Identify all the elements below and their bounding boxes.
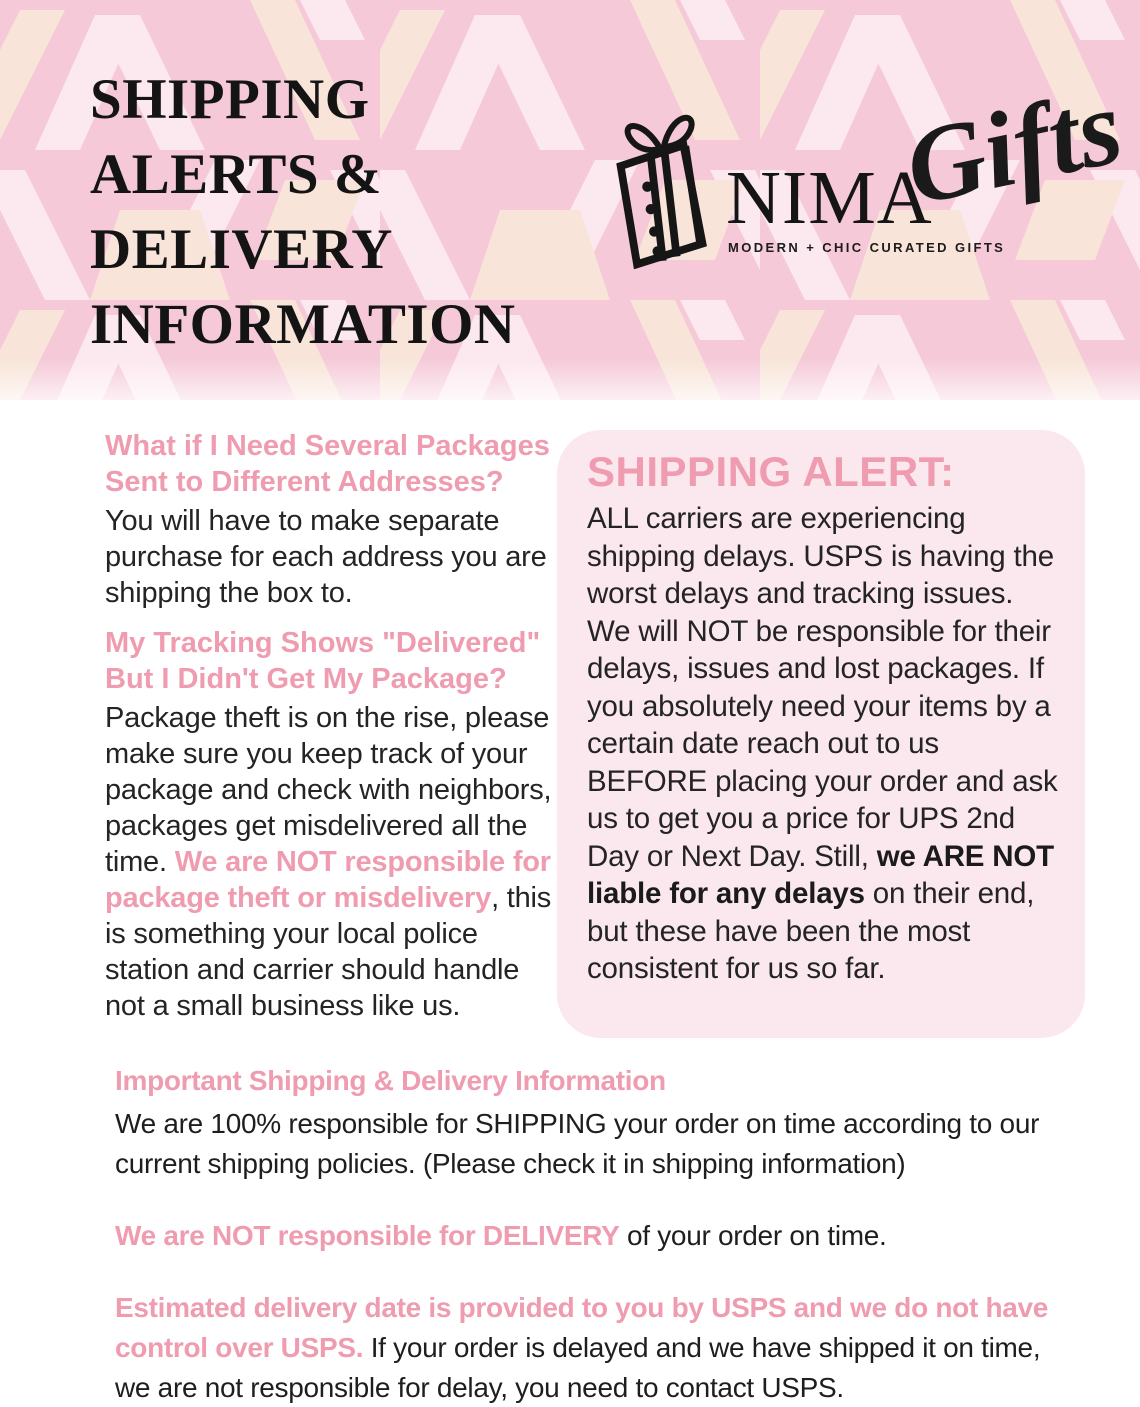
shipping-alert-body [587,500,1061,988]
bottom-s3-highlight: Estimated delivery date is provided to you by USPS and we do not have control over USPS. [115,1292,1049,1363]
page-title [90,62,516,362]
brand-script-word: Gifts [895,66,1132,229]
faq-column [105,428,563,1038]
bottom-s2-rest: of your order on time. [619,1220,887,1251]
faq2-heading-line: But I Didn't Get My Package? [105,663,507,695]
alert-body-text: on their end, but these have been the most consistent for us so far. [587,877,1035,986]
shipping-alert-heading: SHIPPING ALERT: [587,448,955,495]
faq1-heading-line: What if I Need Several Packages [105,430,550,462]
gift-box-icon [606,94,718,282]
title-line: SHIPPING [90,68,370,131]
faq2-body-highlight: We are NOT responsible for package theft or misdelivery [105,846,551,914]
faq1-heading-line: Sent to Different Addresses? [105,466,504,498]
shipping-alert-box [557,430,1085,1038]
bottom-s3-paragraph [115,1288,1060,1407]
title-line: DELIVERY [90,218,393,281]
bottom-s2-line [115,1216,1060,1256]
faq2-body-text: Package theft is on the rise, please make sure you keep track of your package and check with neighbors, packages get misdelivered all the time. [105,702,552,878]
brand-name: NIMA [726,156,933,240]
brand-tagline: MODERN + CHIC CURATED GIFTS [728,240,1006,255]
faq2-body [105,700,563,1024]
faq2-body-text: , this is something your local police station and carrier should handle not a small business like us. [105,882,552,1022]
banner [0,0,1140,400]
faq2-heading [105,625,563,697]
brand-logo [598,66,1132,318]
bottom-s2-highlight: We are NOT responsible for DELIVERY [115,1220,620,1251]
alert-body-bold: we ARE NOT liable for any delays [587,839,1054,911]
bottom-s3-rest: If your order is delayed and we have shipped it on time, we are not responsible for delay, you need to contact USPS. [115,1332,1041,1403]
bottom-s1-heading: Important Shipping & Delivery Information [115,1065,666,1096]
faq1-body: You will have to make separate purchase for each address you are shipping the box to. [105,505,547,609]
faq2-heading-line: My Tracking Shows "Delivered" [105,627,541,659]
faq1-heading [105,428,563,500]
bottom-info [115,1064,1060,1407]
title-line: ALERTS & [90,143,382,206]
bottom-s1-body: We are 100% responsible for SHIPPING your order on time according to our current shipping policies. (Please check it in shipping information) [115,1108,1040,1179]
title-line: INFORMATION [90,293,516,356]
alert-body-text: ALL carriers are experiencing shipping delays. USPS is having the worst delays and tracking issues. We will NOT be responsible for their delays, issues and lost packages. If you absolutely need your items by a certain date reach out to us BEFORE placing your order and ask us to get you a price for UPS 2nd Day or Next Day. Still, [587,502,1058,873]
